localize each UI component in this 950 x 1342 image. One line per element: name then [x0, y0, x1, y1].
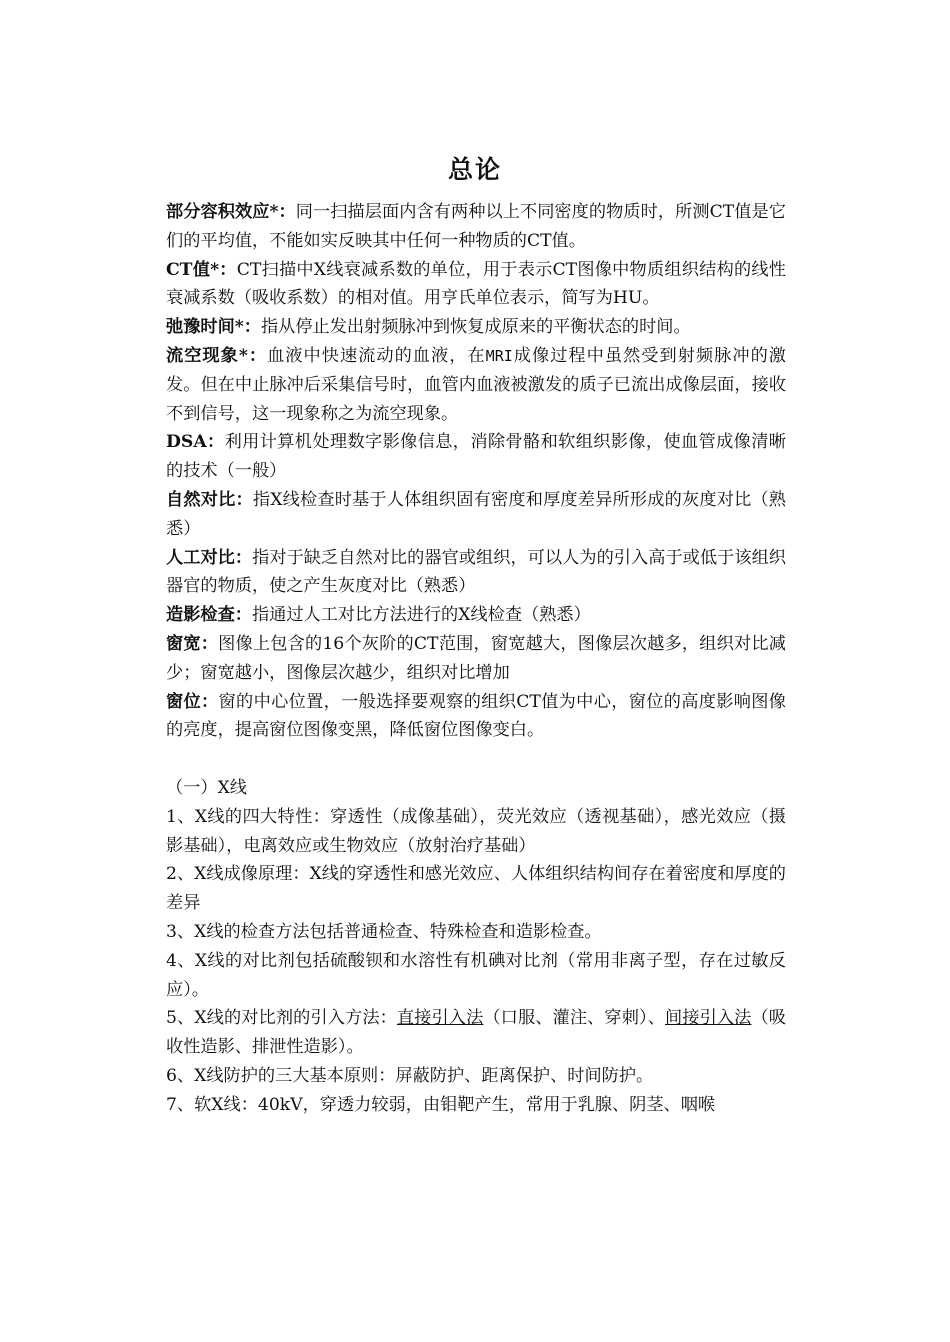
definition-term: 人工对比： — [166, 547, 253, 568]
definition-text: 利用计算机处理数字影像信息，消除骨骼和软组织影像，使血管成像清晰的技术（一般） — [166, 432, 786, 482]
definition-term: 弛豫时间*： — [166, 317, 261, 338]
definition-text: 血液中快速流动的血液，在 — [267, 345, 486, 366]
definition-term: CT值*： — [166, 259, 237, 280]
section-heading: （一）X线 — [166, 777, 247, 798]
definition-term: 造影检查： — [166, 605, 252, 626]
definition-dsa — [166, 428, 786, 486]
definition-text-mri: MRI — [485, 346, 513, 365]
definition-text: 指X线检查时基于人体组织固有密度和厚度差异所形成的灰度对比（熟悉） — [166, 489, 786, 539]
definition-text: 成像过程中虽然受到射频脉冲的激发。但在中止脉冲后采集信号时，血管内血液被激发的质子已流出成像层面，接收不到信号，这一现象称之为流空现象。 — [166, 345, 786, 424]
definition-term: 流空现象*： — [166, 345, 268, 366]
list-item: 6、X线防护的三大基本原则：屏蔽防护、距离保护、时间防护。 — [166, 1065, 654, 1086]
definition-text: 窗的中心位置，一般选择要观察的组织CT值为中心，窗位的高度影响图像的亮度，提高窗位图像变黑，降低窗位图像变白。 — [166, 691, 786, 741]
definition-term: 自然对比： — [166, 489, 253, 510]
definition-term: 窗宽： — [166, 633, 219, 654]
list-item: 7、软X线：40kV，穿透力较弱，由钼靶产生，常用于乳腺、阴茎、咽喉 — [166, 1094, 716, 1115]
definition-window-level — [166, 688, 786, 746]
definition-text: 图像上包含的16个灰阶的CT范围，窗宽越大，图像层次越多，组织对比减少；窗宽越小，图像层次越少，组织对比增加 — [166, 633, 786, 683]
list-item: 3、X线的检查方法包括普通检查、特殊检查和造影检查。 — [166, 921, 602, 942]
blank-line — [166, 745, 786, 774]
definition-term: DSA： — [166, 432, 225, 453]
definition-contrast-exam — [166, 601, 786, 630]
definition-partial-volume — [166, 198, 786, 256]
definition-term: 部分容积效应*： — [166, 202, 296, 222]
page-title: 总论 — [447, 155, 502, 184]
definition-ct-value — [166, 256, 786, 314]
list-item-prefix: 5、X线的对比剂的引入方法： — [166, 1008, 397, 1029]
underlined-term-indirect: 间接引入法 — [665, 1008, 752, 1029]
list-item: 4、X线的对比剂包括硫酸钡和水溶性有机碘对比剂（常用非离子型，存在过敏反应）。 — [166, 950, 786, 1000]
list-item: 1、X线的四大特性：穿透性（成像基础），荧光效应（透视基础），感光效应（摄影基础），电离效应或生物效应（放射治疗基础） — [166, 806, 786, 856]
definition-window-width — [166, 630, 786, 688]
underlined-term-direct: 直接引入法 — [396, 1008, 484, 1029]
definition-relaxation-time — [166, 313, 786, 342]
list-item-contrast-methods — [166, 1004, 786, 1062]
definition-text: 指从停止发出射频脉冲到恢复成原来的平衡状态的时间。 — [260, 317, 691, 338]
definition-natural-contrast — [166, 486, 786, 544]
definition-text: CT扫描中X线衰减系数的单位，用于表示CT图像中物质组织结构的线性衰减系数（吸收系数）的相对值。用亨氏单位表示，简写为HU。 — [166, 259, 786, 309]
definition-term: 窗位： — [166, 691, 219, 712]
definition-text: 指通过人工对比方法进行的X线检查（熟悉） — [251, 605, 591, 626]
definition-text: 同一扫描层面内含有两种以上不同密度的物质时，所测CT值是它们的平均值，不能如实反映其中任何一种物质的CT值。 — [166, 202, 786, 251]
list-item: 2、X线成像原理：X线的穿透性和感光效应、人体组织结构间存在着密度和厚度的差异 — [166, 864, 786, 914]
definition-artificial-contrast — [166, 544, 786, 602]
document-body — [166, 198, 786, 1120]
list-item-middle: （口服、灌注、穿刺）、 — [483, 1008, 665, 1029]
definition-flow-void — [166, 342, 786, 428]
list-item-suffix: （吸收性造影、排泄性造影）。 — [166, 1008, 786, 1058]
definition-text: 指对于缺乏自然对比的器官或组织，可以人为的引入高于或低于该组织器官的物质，使之产生灰度对比（熟悉） — [166, 547, 786, 597]
